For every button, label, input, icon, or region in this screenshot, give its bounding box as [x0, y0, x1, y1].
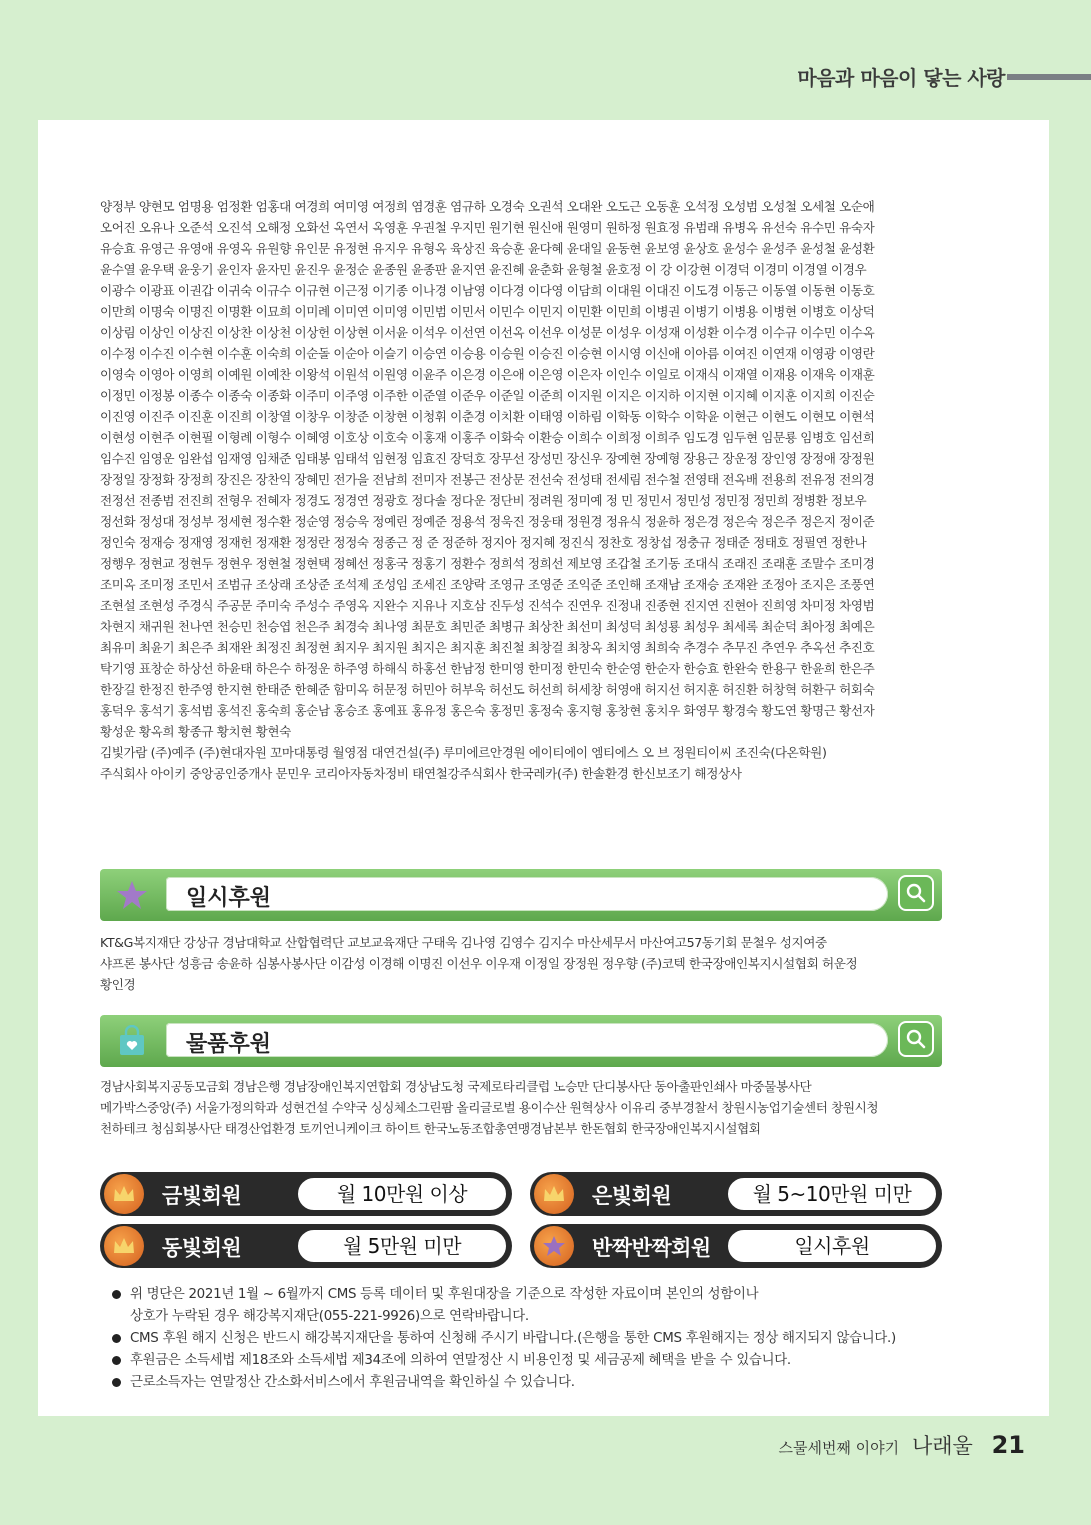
note-text: 위 명단은 2021년 1월 ~ 6월까지 CMS 등록 데이터 및 후원대장을 기준으로 작성한 자료이며 본인의 성함이나 — [130, 1287, 759, 1302]
goods-section-bar — [100, 1015, 942, 1067]
donor-line: 윤수열 윤우택 윤웅기 윤인자 윤자민 윤진우 윤정순 윤종원 윤종판 윤지연 윤진혜 윤춘화 윤형철 윤호정 이 강 이강현 이경덕 이경미 이경열 이경우 — [100, 262, 867, 277]
donor-line: 이현성 이현주 이현필 이형례 이형수 이혜영 이호상 이호숙 이홍재 이홍주 이화숙 이환승 이희수 이희정 이희주 임도경 임두현 임문룡 임병호 임선희 — [100, 430, 875, 445]
donor-line: 조미옥 조미정 조민서 조범규 조상래 조상준 조석제 조성임 조세진 조양락 조영규 조영준 조익준 조인해 조재남 조재승 조재완 조정아 조지은 조풍연 — [100, 577, 875, 592]
tier-name: 금빛회원 — [162, 1184, 242, 1208]
footer-brand: 나래울 — [911, 1434, 973, 1458]
donor-line: 정행우 정현교 정현두 정현우 정현철 정현택 정혜선 정홍국 정홍기 정환수 정희석 정희선 제보영 조갑철 조기동 조대식 조래진 조래훈 조말수 조미경 — [100, 556, 875, 571]
goods-donor-list — [100, 1076, 948, 1139]
tier-amount: 일시후원 — [726, 1228, 938, 1264]
header-band — [0, 0, 1091, 120]
goods-line: 메가박스중앙(주) 서울가정의학과 성현건설 수약국 싱싱체소그린팜 올리글로벌 용이수산 원혁상사 이유리 중부경찰서 창원시농업기술센터 창원시청 — [100, 1100, 879, 1115]
temporary-title-field — [166, 877, 888, 911]
goods-line: 천하테크 청심회봉사단 태경산업환경 토끼언니케이크 하이트 한국노동조합총연맹경남본부 한돈협회 한국장애인복지시설협회 — [100, 1121, 761, 1136]
donor-list — [100, 196, 948, 784]
donor-line: 주식회사 아이키 중앙공인중개사 문민우 코리아자동차정비 태연철강주식회사 한국레카(주) 한솔환경 한신보조기 해정상사 — [100, 766, 742, 781]
donor-line: 이수정 이수진 이수현 이수훈 이숙희 이순돌 이순아 이슬기 이승연 이승용 이승원 이승진 이승현 이시영 이신애 이아름 이여진 이연재 이영광 이영란 — [100, 346, 875, 361]
donor-line: 정선화 정성대 정성부 정세현 정수환 정순영 정승욱 정예린 정예준 정용석 정욱진 정웅태 정원경 정유식 정윤하 정은경 정은숙 정은주 정은지 정이준 — [100, 514, 875, 529]
note-item: 후원금은 소득세법 제18조와 소득세법 제34조에 의하여 연말정산 시 비용인정 및 세금공제 혜택을 받을 수 있습니다. — [110, 1350, 970, 1372]
notes — [110, 1284, 970, 1394]
note-item: CMS 후원 해지 신청은 반드시 해강복지재단을 통하여 신청해 주시기 바랍니다.(은행을 통한 CMS 후원해지는 정상 해지되지 않습니다.) — [110, 1328, 970, 1350]
donor-line: 이정민 이정봉 이종수 이종숙 이종화 이주미 이주영 이주한 이준열 이준우 이준일 이준희 이지원 이지은 이지하 이지현 이지혜 이지훈 이지희 이진순 — [100, 388, 875, 403]
tier-name: 반짝반짝회원 — [592, 1236, 711, 1260]
donor-line: 최유미 최윤기 최은주 최재완 최정진 최정현 최지우 최지원 최지은 최지훈 최진철 최창걸 최창옥 최치영 최희숙 추경수 추무진 추연우 추옥선 추진호 — [100, 640, 875, 655]
donor-line: 양정부 양현모 엄명용 엄정환 엄홍대 여경희 여미영 여정희 염경훈 염규하 오경숙 오권석 오대완 오도근 오동훈 오석정 오성범 오성철 오세철 오순애 — [100, 199, 875, 214]
tier-silver — [530, 1172, 942, 1216]
crown-icon — [104, 1174, 144, 1214]
goods-line: 경남사회복지공동모금회 경남은행 경남장애인복지연합회 경상남도청 국제로타리클럽 노승만 단디봉사단 동아출판인쇄사 마중물봉사단 — [100, 1079, 812, 1094]
donor-line: 유승효 유영근 유영애 유영옥 유원향 유인문 유정현 유지우 유형옥 육상진 육승훈 윤다혜 윤대일 윤동현 윤보영 윤상호 윤성수 윤성주 윤성철 윤성환 — [100, 241, 875, 256]
tier-amount: 월 10만원 이상 — [296, 1176, 508, 1212]
donor-line: 장정일 장정화 장정희 장진은 장찬익 장혜민 전가을 전남희 전미자 전봉근 전상문 전선숙 전성태 전세림 전수철 전영태 전옥배 전용희 전유정 전의경 — [100, 472, 875, 487]
search-icon — [906, 883, 926, 903]
donor-line: 임수진 임영운 임완섭 임재영 임채준 임태봉 임태석 임현정 임효진 장덕호 장무선 장성민 장신우 장예현 장예형 장용근 장운정 장인영 장정애 장정원 — [100, 451, 875, 466]
donor-line: 이만희 이명숙 이명진 이명환 이묘희 이미례 이미연 이미영 이민범 이민서 이민수 이민지 이민환 이민희 이병권 이병기 이병용 이병현 이병호 이상덕 — [100, 304, 875, 319]
donor-line: 홍덕우 홍석기 홍석범 홍석진 홍숙희 홍순남 홍승조 홍예표 홍유정 홍은숙 홍정민 홍정숙 홍지형 홍창현 홍치우 화영무 황경숙 황도연 황명근 황선자 — [100, 703, 875, 718]
donor-line: 전정선 전종범 전진희 전형우 전혜자 정경도 정경연 정광호 정다솔 정다운 정단비 정려원 정미예 정 민 정민서 정민성 정민정 정민희 정병환 정보우 — [100, 493, 867, 508]
tier-amount: 월 5만원 미만 — [296, 1228, 508, 1264]
temporary-line: KT&G복지재단 강상규 경남대학교 산합협력단 교보교육재단 구태욱 김나영 김영수 김지수 마산세무서 마산여고57동기회 문철우 성지여중 — [100, 935, 827, 950]
goods-title-field — [166, 1023, 888, 1057]
star-icon — [116, 879, 148, 911]
donor-line: 이영숙 이영아 이영희 이예원 이예찬 이왕석 이원석 이원영 이윤주 이은경 이은애 이은영 이은자 이인수 이일로 이재식 이재열 이재용 이재욱 이재훈 — [100, 367, 875, 382]
note-item — [110, 1284, 970, 1328]
note-text: 상호가 누락된 경우 해강복지재단(055-221-9926)으로 연락바랍니다. — [130, 1309, 529, 1324]
tier-name: 동빛회원 — [162, 1236, 242, 1260]
goods-title: 물품후원 — [186, 1032, 272, 1057]
footer — [778, 1430, 1025, 1460]
temporary-line: 황인경 — [100, 977, 136, 992]
shopping-bag-icon — [116, 1025, 148, 1057]
tier-name: 은빛회원 — [592, 1184, 672, 1208]
tier-gold — [100, 1172, 512, 1216]
footer-series: 스물세번째 이야기 — [778, 1439, 900, 1457]
donor-line: 조현설 조현성 주경식 주공문 주미숙 주성수 주영옥 지완수 지유나 지호삼 진두성 진석수 진연우 진정내 진종현 진지연 진현아 진희영 차미정 차영범 — [100, 598, 875, 613]
tier-amount: 월 5~10만원 미만 — [726, 1176, 938, 1212]
search-icon — [906, 1029, 926, 1049]
donor-line: 이상림 이상인 이상진 이상찬 이상천 이상헌 이상현 이서윤 이석우 이선연 이선옥 이선우 이성문 이성우 이성재 이성환 이수경 이수규 이수민 이수옥 — [100, 325, 875, 340]
donor-line: 김빛가람 (주)예주 (주)현대자원 꼬마대통령 월영점 대연건설(주) 루미에르안경원 에이티에이 엠티에스 오 브 정원티이씨 조진숙(다온학원) — [100, 745, 827, 760]
crown-icon — [534, 1174, 574, 1214]
page-number: 21 — [991, 1431, 1025, 1459]
donor-line: 탁기영 표창순 하상선 하윤태 하은수 하정운 하주영 하해식 하홍선 한남정 한미영 한미정 한민숙 한순영 한순자 한승효 한완숙 한용구 한윤희 한은주 — [100, 661, 875, 676]
note-item: 근로소득자는 연말정산 간소화서비스에서 후원금내역을 확인하실 수 있습니다. — [110, 1372, 970, 1394]
temporary-section-bar — [100, 869, 942, 921]
donor-line: 오어진 오유나 오준석 오진석 오해정 오화선 옥연서 옥영훈 우권철 우지민 원기현 원신애 원영미 원하정 원효정 유범래 유병옥 유선숙 유수민 유숙자 — [100, 220, 875, 235]
temporary-title: 일시후원 — [186, 886, 272, 911]
donor-line: 한장길 한정진 한주영 한지현 한태준 한혜준 함미옥 허문정 허민아 허부욱 허선도 허선희 허세창 허영애 허지선 허지훈 허진환 허창혁 허환구 허회숙 — [100, 682, 875, 697]
goods-search-button[interactable] — [898, 1021, 934, 1057]
donor-line: 이광수 이광표 이권갑 이귀숙 이규수 이규현 이근정 이기종 이나경 이남영 이다경 이다영 이담희 이대원 이대진 이도경 이동근 이동열 이동현 이동호 — [100, 283, 875, 298]
temporary-donor-list — [100, 932, 948, 995]
temporary-search-button[interactable] — [898, 875, 934, 911]
crown-icon — [104, 1226, 144, 1266]
page-title: 마음과 마음이 닿는 사랑 — [797, 66, 1005, 90]
star-icon — [534, 1226, 574, 1266]
tier-bronze — [100, 1224, 512, 1268]
donor-line: 이진영 이진주 이진훈 이진희 이창열 이창우 이창준 이창현 이청휘 이춘경 이치환 이태영 이하림 이학동 이학수 이학윤 이현근 이현도 이현모 이현석 — [100, 409, 875, 424]
donor-line: 차현지 채귀원 천나연 천승민 천승엽 천은주 최경숙 최나영 최문호 최민준 최병규 최상찬 최선미 최성덕 최성룡 최성우 최세록 최순덕 최아정 최예은 — [100, 619, 875, 634]
header-rule — [1007, 74, 1091, 80]
donor-line: 정인숙 정재승 정재영 정재헌 정재환 정정란 정정숙 정종근 정 준 정준하 정지아 정지혜 정진식 정찬호 정창섭 정충규 정태준 정태호 정필연 정한나 — [100, 535, 867, 550]
donor-line: 황성운 황옥희 황종규 황치현 황현숙 — [100, 724, 291, 739]
tier-sparkle — [530, 1224, 942, 1268]
temporary-line: 샤프론 봉사단 성흥금 송윤하 심봉사봉사단 이감성 이경해 이명진 이선우 이우재 이정일 장정원 정우향 (주)코텍 한국장애인복지시설협회 허운정 — [100, 956, 858, 971]
